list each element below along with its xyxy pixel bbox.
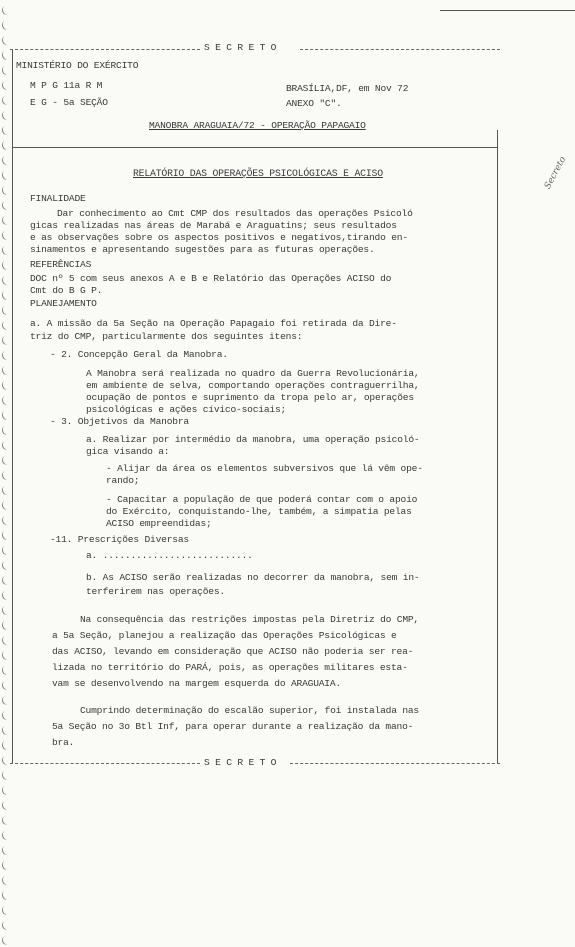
planejamento-a-line-1: a. A missão da 5a Seção na Operação Papagaio foi retirada da Dire- <box>30 318 397 329</box>
place-and-date: BRASÍLIA,DF, em Nov 72 <box>286 83 409 94</box>
item2-line-2: em ambiente de selva, comportando operações contraguerrilha, <box>86 380 420 391</box>
binding-hole-mark <box>1 305 11 316</box>
item3-bullet-1-line-2: rando; <box>106 475 140 486</box>
binding-hole-mark <box>1 230 11 241</box>
binding-hole-mark <box>1 365 11 376</box>
binding-hole-mark <box>1 680 11 691</box>
binding-hole-mark <box>1 95 11 106</box>
binding-hole-mark <box>1 50 11 61</box>
binding-hole-mark <box>1 575 11 586</box>
binding-hole-mark <box>1 410 11 421</box>
planejamento-heading: PLANEJAMENTO <box>30 298 97 309</box>
paragraph1-line-5: vam se desenvolvendo na margem esquerda do ARAGUAIA. <box>52 678 341 689</box>
right-top-corner-line <box>440 10 575 11</box>
binding-hole-mark <box>1 860 11 871</box>
binding-hole-mark <box>1 695 11 706</box>
item3-bullet-2-line-2: do Exército, conquistando-lhe, também, a simpatia pelas <box>106 506 412 517</box>
binding-hole-mark <box>1 500 11 511</box>
item2-line-4: psicológicas e ações cívico-sociais; <box>86 404 287 415</box>
item3-a-line-2: gica visando a: <box>86 446 170 457</box>
binding-hole-mark <box>1 665 11 676</box>
binding-hole-mark <box>1 125 11 136</box>
binding-hole-mark <box>1 110 11 121</box>
finalidade-line-3: e as observações sobre os aspectos positivos e negativos,tirando en- <box>30 232 408 243</box>
item3-bullet-1-line-1: - Alijar da área os elementos subversivos que lá vêm ope- <box>106 463 423 474</box>
item11-b-line-1: b. As ACISO serão realizadas no decorrer da manobra, sem in- <box>86 572 420 583</box>
binding-hole-mark <box>1 395 11 406</box>
finalidade-line-4: sinamentos e apresentando sugestões para as futuras operações. <box>30 244 375 255</box>
referencias-heading: REFERÊNCIAS <box>30 259 92 270</box>
finalidade-line-2: gicas realizadas nas áreas de Marabá e Araguatins; seus resultados <box>30 220 397 231</box>
planejamento-a-line-2: triz do CMP, particularmente dos seguintes itens: <box>30 331 303 342</box>
bottom-dashed-rule-right <box>290 763 500 764</box>
paragraph1-line-3: das ACISO, levando em consideração que ACISO não poderia ser rea- <box>52 646 414 657</box>
paragraph1-line-4: lizada no território do PARÁ, pois, as operações militares esta- <box>52 662 408 673</box>
binding-hole-mark <box>1 635 11 646</box>
paragraph2-line-1: Cumprindo determinação do escalão superior, foi instalada nas <box>80 705 419 716</box>
operation-title: MANOBRA ARAGUAIA/72 - OPERAÇÃO PAPAGAIO <box>149 120 366 131</box>
section-name: E G - 5a SEÇÃO <box>30 97 108 108</box>
binding-hole-mark <box>1 545 11 556</box>
classification-bottom: S E C R E T O <box>204 757 277 768</box>
top-dashed-rule-right <box>300 49 500 50</box>
classification-top: S E C R E T O <box>204 42 277 53</box>
item11-b-line-2: terferirem nas operações. <box>86 586 225 597</box>
binding-hole-mark <box>1 710 11 721</box>
binding-hole-mark <box>1 920 11 931</box>
binding-hole-mark <box>1 425 11 436</box>
binding-hole-mark <box>1 770 11 781</box>
item2-line-3: ocupação de pontos e suprimento da tropa pelo ar, operações <box>86 392 414 403</box>
header-separator-line <box>12 147 498 148</box>
binding-hole-mark <box>1 650 11 661</box>
binding-hole-mark <box>1 80 11 91</box>
binding-hole-mark <box>1 380 11 391</box>
binding-hole-mark <box>1 785 11 796</box>
binding-hole-mark <box>1 845 11 856</box>
item3-a-line-1: a. Realizar por intermédio da manobra, uma operação psicoló- <box>86 434 420 445</box>
item11-heading: -11. Prescrições Diversas <box>50 534 189 545</box>
referencias-line-2: Cmt do B G P. <box>30 285 103 296</box>
binding-hole-mark <box>1 935 11 946</box>
binding-hole-mark <box>1 620 11 631</box>
binding-hole-mark <box>1 320 11 331</box>
binding-hole-mark <box>1 725 11 736</box>
item3-bullet-2-line-3: ACISO empreendidas; <box>106 518 212 529</box>
referencias-line-1: DOC nº 5 com seus anexos A e B e Relatório das Operações ACISO do <box>30 273 392 284</box>
bottom-dashed-rule <box>10 763 200 764</box>
annex-label: ANEXO "C". <box>286 98 342 109</box>
binding-hole-mark <box>1 275 11 286</box>
finalidade-line-1: Dar conhecimento ao Cmt CMP dos resultados das operações Psicoló <box>57 208 413 219</box>
binding-hole-mark <box>1 200 11 211</box>
paragraph1-line-2: a 5a Seção, planejou a realização das Operações Psicológicas e <box>52 630 397 641</box>
binding-hole-mark <box>1 590 11 601</box>
ministry-title: MINISTÉRIO DO EXÉRCITO <box>16 60 139 71</box>
binding-hole-mark <box>1 485 11 496</box>
item2-line-1: A Manobra será realizada no quadro da Guerra Revolucionária, <box>86 368 420 379</box>
binding-holes-margin <box>0 0 18 947</box>
binding-hole-mark <box>1 530 11 541</box>
top-dashed-rule <box>10 49 200 50</box>
binding-hole-mark <box>1 755 11 766</box>
binding-hole-mark <box>1 440 11 451</box>
binding-hole-mark <box>1 905 11 916</box>
binding-hole-mark <box>1 65 11 76</box>
binding-hole-mark <box>1 605 11 616</box>
binding-hole-mark <box>1 815 11 826</box>
binding-hole-mark <box>1 350 11 361</box>
left-frame-line <box>12 50 13 764</box>
binding-hole-mark <box>1 215 11 226</box>
binding-hole-mark <box>1 155 11 166</box>
binding-hole-mark <box>1 875 11 886</box>
finalidade-heading: FINALIDADE <box>30 193 86 204</box>
paragraph2-line-2: 5a Seção no 3o Btl Inf, para operar durante a realização da mano- <box>52 721 414 732</box>
binding-hole-mark <box>1 740 11 751</box>
binding-hole-mark <box>1 830 11 841</box>
item3-bullet-2-line-1: - Capacitar a população de que poderá contar com o apoio <box>106 494 418 505</box>
item11-a: a. ........................... <box>86 550 253 561</box>
binding-hole-mark <box>1 335 11 346</box>
binding-hole-mark <box>1 290 11 301</box>
binding-hole-mark <box>1 140 11 151</box>
handwritten-stamp: Secreto <box>542 155 569 191</box>
item2-heading: - 2. Concepção Geral da Manobra. <box>50 349 228 360</box>
binding-hole-mark <box>1 170 11 181</box>
binding-hole-mark <box>1 185 11 196</box>
binding-hole-mark <box>1 5 11 16</box>
binding-hole-mark <box>1 890 11 901</box>
binding-hole-mark <box>1 560 11 571</box>
binding-hole-mark <box>1 260 11 271</box>
report-title: RELATÓRIO DAS OPERAÇÕES PSICOLÓGICAS E ACISO <box>133 168 383 179</box>
binding-hole-mark <box>1 35 11 46</box>
military-region: M P G 11a R M <box>30 80 103 91</box>
binding-hole-mark <box>1 470 11 481</box>
binding-hole-mark <box>1 800 11 811</box>
binding-hole-mark <box>1 245 11 256</box>
binding-hole-mark <box>1 515 11 526</box>
binding-hole-mark <box>1 455 11 466</box>
right-frame-line <box>497 130 498 764</box>
binding-hole-mark <box>1 20 11 31</box>
paragraph1-line-1: Na consequência das restrições impostas pela Diretriz do CMP, <box>80 614 419 625</box>
paragraph2-line-3: bra. <box>52 737 75 748</box>
item3-heading: - 3. Objetivos da Manobra <box>50 416 189 427</box>
